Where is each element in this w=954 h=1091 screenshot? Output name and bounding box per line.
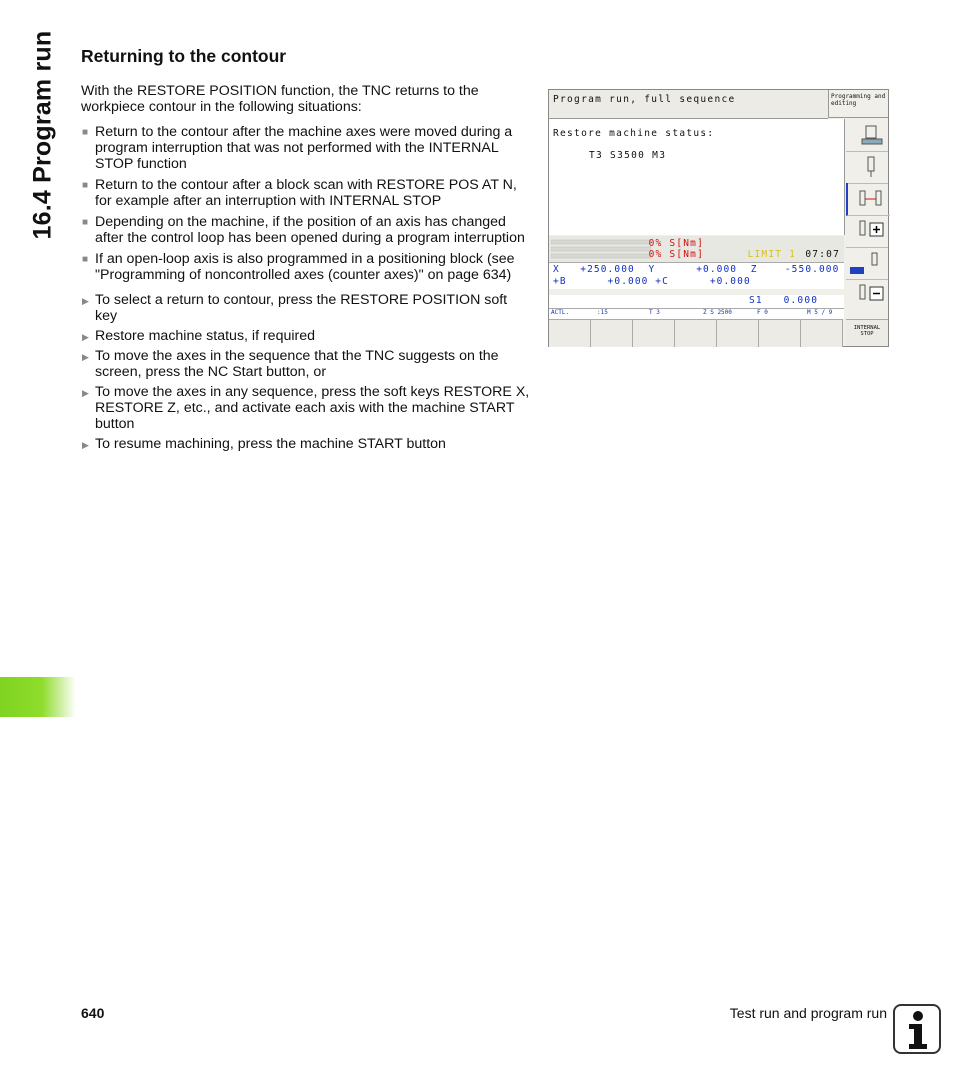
restore-status-values: T3 S3500 M3	[589, 150, 667, 161]
axis-row-xyz: X +250.000 Y +0.000 Z -550.000	[553, 264, 840, 275]
softkey-6[interactable]	[759, 319, 801, 347]
mode-indicator: Programming and editing	[828, 90, 888, 118]
step-item: ▶ To move the axes in any sequence, press the soft keys RESTORE X, RESTORE Z, etc., and activate each axis with the machine START button	[82, 384, 530, 432]
step-item: ▶ To move the axes in the sequence that the TNC suggests on the screen, press the NC Start button, or	[82, 348, 499, 380]
softkey-5[interactable]	[717, 319, 759, 347]
section-heading: Returning to the contour	[81, 46, 287, 66]
restore-status-label: Restore machine status:	[553, 128, 715, 139]
spindle-override: 0% S[Nm]	[648, 249, 704, 260]
limit-indicator: LIMIT 1	[747, 249, 796, 260]
triangle-arrow-icon: ▶	[82, 440, 89, 450]
step-item: ▶ Restore machine status, if required	[82, 328, 316, 344]
plus-icon	[850, 219, 884, 243]
minus-icon	[850, 283, 884, 307]
clock-display: 07:07	[805, 249, 840, 260]
step-item: ▶ To resume machining, press the machine START button	[82, 436, 446, 452]
page-number: 640	[81, 1005, 105, 1021]
status-bar: ACTL. :15 T 3 Z S 2500 F 0 M 5 / 9	[549, 308, 844, 319]
tnc-screen-figure	[548, 89, 889, 347]
softkey-s-minus[interactable]	[846, 279, 888, 311]
triangle-arrow-icon: ▶	[82, 388, 89, 398]
step-item: ▶ To select a return to contour, press the RESTORE POSITION soft key	[82, 292, 508, 324]
main-content	[81, 48, 531, 456]
screen-header: Program run, full sequence	[549, 90, 828, 119]
spindle-icon	[850, 155, 884, 179]
chapter-footer-title: Test run and program run	[729, 1005, 887, 1021]
softkey-spindle-toggle[interactable]	[846, 247, 888, 280]
off-on-toggle-icon	[850, 251, 884, 275]
triangle-arrow-icon: ▶	[82, 352, 89, 362]
square-bullet-icon: ■	[82, 127, 89, 138]
bullet-item: ■ Depending on the machine, if the position of an axis has changed after the control loop has been opened during a program interruption	[82, 214, 525, 246]
bullet-item: ■ Return to the contour after the machine axes were moved during a program interruption that was not performed with the INTERNAL STOP function	[82, 124, 513, 172]
softkey-t[interactable]	[846, 183, 890, 216]
softkey-2[interactable]	[591, 319, 633, 347]
chapter-side-title: 16.4 Program run	[28, 30, 57, 240]
info-icon	[893, 1004, 941, 1054]
softkey-3[interactable]	[633, 319, 675, 347]
softkey-1[interactable]	[549, 319, 591, 347]
square-bullet-icon: ■	[82, 217, 89, 228]
triangle-arrow-icon: ▶	[82, 332, 89, 342]
softkey-7[interactable]	[801, 319, 843, 347]
softkey-s[interactable]	[846, 151, 888, 184]
square-bullet-icon: ■	[82, 180, 89, 191]
square-bullet-icon: ■	[82, 254, 89, 265]
bullet-item: ■ Return to the contour after a block scan with RESTORE POS AT N, for example after an interruption with INTERNAL STOP	[82, 177, 517, 209]
axis-row-bc: +B +0.000 +C +0.000	[553, 276, 751, 287]
machine-table-icon	[850, 123, 884, 147]
screen-main-area	[549, 119, 845, 235]
intro-paragraph: With the RESTORE POSITION function, the TNC returns to the workpiece contour in the following situations:	[81, 83, 479, 115]
triangle-arrow-icon: ▶	[82, 296, 89, 306]
softkey-s-plus[interactable]	[846, 215, 888, 248]
internal-stop-softkey[interactable]: INTERNAL STOP	[846, 319, 888, 346]
override-bars	[549, 236, 844, 262]
tool-change-icon	[852, 187, 886, 211]
bullet-item: ■ If an open-loop axis is also programmed in a positioning block (see "Programming of noncontrolled axes (counter axes)" on page 634)	[82, 251, 515, 283]
load-bar-graphics	[551, 238, 661, 264]
softkey-m[interactable]	[846, 119, 888, 152]
feed-override: 0% S[Nm]	[648, 238, 704, 249]
softkey-4[interactable]	[675, 319, 717, 347]
axis-position-display	[549, 262, 844, 289]
spindle-row: S1 0.000	[549, 295, 844, 308]
chapter-color-tab	[0, 677, 76, 717]
